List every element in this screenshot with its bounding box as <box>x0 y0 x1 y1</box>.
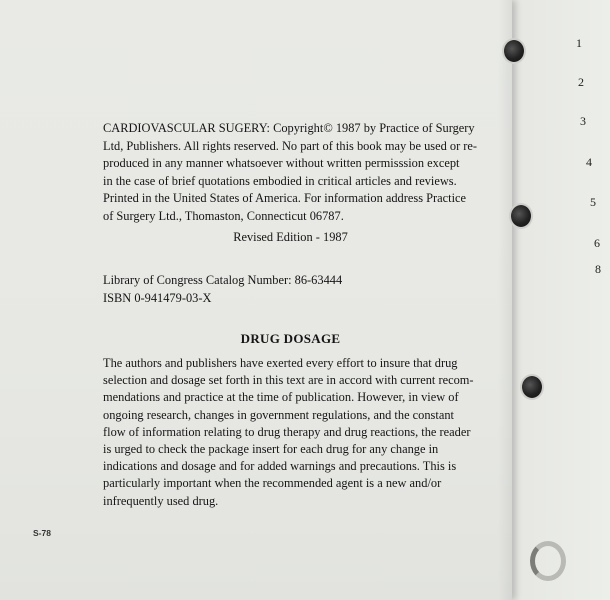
tab-number: 2 <box>578 75 584 89</box>
catalog-info <box>103 272 483 307</box>
binder-hole <box>522 376 542 398</box>
copyright-notice: CARDIOVASCULAR SUGERY: Copyright© 1987 by Practice of Surgery Ltd, Publishers. All rights reserved. No part of this book may be used or re- produced in any manner whatsoever without written permisssion except in the case of brief quotations embodied in critical articles and reviews. Printed in the United States of America. For information address Practice of Surgery Ltd., Thomaston, Connecticut 06787. <box>103 121 478 223</box>
tab-number: 4 <box>586 155 592 169</box>
page-number: S-78 <box>33 528 51 538</box>
drug-dosage-heading: DRUG DOSAGE <box>240 331 341 346</box>
tab-number: 8 <box>595 262 601 276</box>
binder-hole <box>511 205 531 227</box>
binder-hole <box>504 40 524 62</box>
binder-ring <box>530 541 566 581</box>
tab-number: 3 <box>580 114 586 128</box>
drug-dosage-paragraph: The authors and publishers have exerted every effort to insure that drug selection and dosage set forth in this text are in accord with current recom- mendations and practice at the time of publication. However, in view of ongoing research, changes in government regulations, and the constant flow of information relating to drug therapy and drug reactions, the reader is urged to check the package insert for each drug for any change in indications and dosage and for added warnings and precautions. This is particularly important when the recommended agent is a new and/or infrequently used drug. <box>103 356 474 508</box>
tab-number: 6 <box>594 236 600 250</box>
isbn-line: ISBN 0-941479-03-X <box>103 290 212 305</box>
tab-number: 1 <box>576 36 582 50</box>
edition-line: Revised Edition - 1987 <box>233 230 348 244</box>
tab-number: 5 <box>590 195 596 209</box>
lccn-line: Library of Congress Catalog Number: 86-63444 <box>103 273 343 287</box>
